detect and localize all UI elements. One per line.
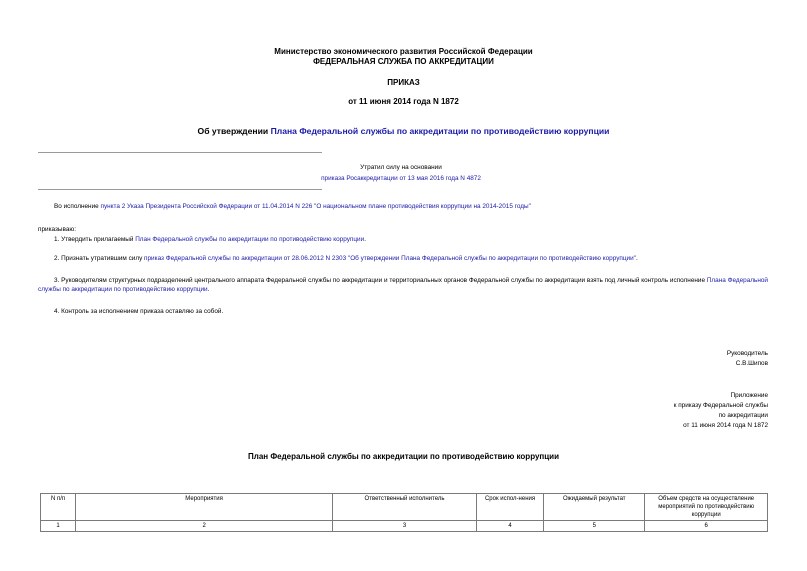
plan-table <box>40 493 768 532</box>
document-date-number: от 11 июня 2014 года N 1872 <box>348 97 459 106</box>
header-cell-result: Ожидаемый результат <box>544 494 645 521</box>
table-row <box>41 521 768 532</box>
repeal-note-text: Утратил силу на основании <box>360 164 442 171</box>
item-2 <box>54 254 774 263</box>
divider-top <box>38 152 322 153</box>
document-type: ПРИКАЗ <box>387 78 420 87</box>
item-2-prefix: 2. Признать утратившим силу <box>54 255 145 262</box>
item-1 <box>54 235 774 244</box>
item-2-suffix: . <box>635 255 638 262</box>
item-2-order-link[interactable]: приказ Федеральной службы по аккредитации от 28.06.2012 N 2303 "Об утверждении Плана Федеральной службы по аккредитации по противодействию коррупции" <box>144 255 636 262</box>
appendix-line-1: Приложение <box>730 392 768 399</box>
header-cell-measures: Мероприятия <box>76 494 333 521</box>
signature-name: С.В.Шипов <box>735 360 768 367</box>
column-number-cell: 6 <box>645 521 768 532</box>
item-1-prefix: 1. Утвердить прилагаемый <box>54 236 136 243</box>
divider-bottom <box>38 189 322 190</box>
intro-prefix: Во исполнение <box>54 203 101 210</box>
table-header-row <box>41 494 768 521</box>
intro-paragraph <box>54 202 774 211</box>
item-4: 4. Контроль за исполнением приказа оставляю за собой. <box>54 308 224 315</box>
item-3 <box>38 276 768 294</box>
title-plan-link[interactable]: Плана Федеральной службы по аккредитации по противодействию коррупции <box>270 126 610 136</box>
plan-title: План Федеральной службы по аккредитации по противодействию коррупции <box>247 452 560 461</box>
header-cell-funding: Объем средств на осуществление мероприятий по противодействию коррупции <box>645 494 768 521</box>
appendix-line-3: по аккредитации <box>718 412 768 419</box>
item-3-suffix: . <box>207 286 210 293</box>
item-1-plan-link[interactable]: План Федеральной службы по аккредитации по противодействию коррупции <box>135 236 365 243</box>
header-cell-number: N п/п <box>41 494 76 521</box>
service-name: ФЕДЕРАЛЬНАЯ СЛУЖБА ПО АККРЕДИТАЦИИ <box>313 57 494 66</box>
column-number-cell: 5 <box>544 521 645 532</box>
column-number-cell: 3 <box>333 521 477 532</box>
header-cell-executor: Ответственный исполнитель <box>333 494 477 521</box>
order-word: приказываю: <box>38 226 76 233</box>
item-3-text: 3. Руководителям структурных подразделений центрального аппарата Федеральной службы по аккредитации и территориальных органов Федеральной службы по аккредитации взять под личный контроль исполнение <box>54 277 707 284</box>
ministry-name: Министерство экономического развития Российской Федерации <box>274 47 533 56</box>
decree-link[interactable]: пункта 2 Указа Президента Российской Федерации от 11.04.2014 N 226 "О национальном плане противодействия коррупции на 2014-2015 годы" <box>100 203 531 210</box>
column-number-cell: 1 <box>41 521 76 532</box>
item-1-suffix: . <box>364 236 366 243</box>
item-3-plan-link[interactable]: Плана Федеральной службы по аккредитации по противодействию коррупции <box>38 277 768 293</box>
repeal-order-link[interactable]: приказа Росаккредитации от 13 мая 2016 года N 4872 <box>321 175 481 182</box>
column-number-cell: 4 <box>476 521 543 532</box>
document-title <box>0 126 807 137</box>
signature-role: Руководитель <box>726 350 768 357</box>
appendix-line-2: к приказу Федеральной службы <box>673 402 768 409</box>
header-cell-deadline: Срок испол-нения <box>476 494 543 521</box>
title-prefix: Об утверждении <box>197 126 271 136</box>
column-number-cell: 2 <box>76 521 333 532</box>
appendix-line-4: от 11 июня 2014 года N 1872 <box>683 422 768 429</box>
